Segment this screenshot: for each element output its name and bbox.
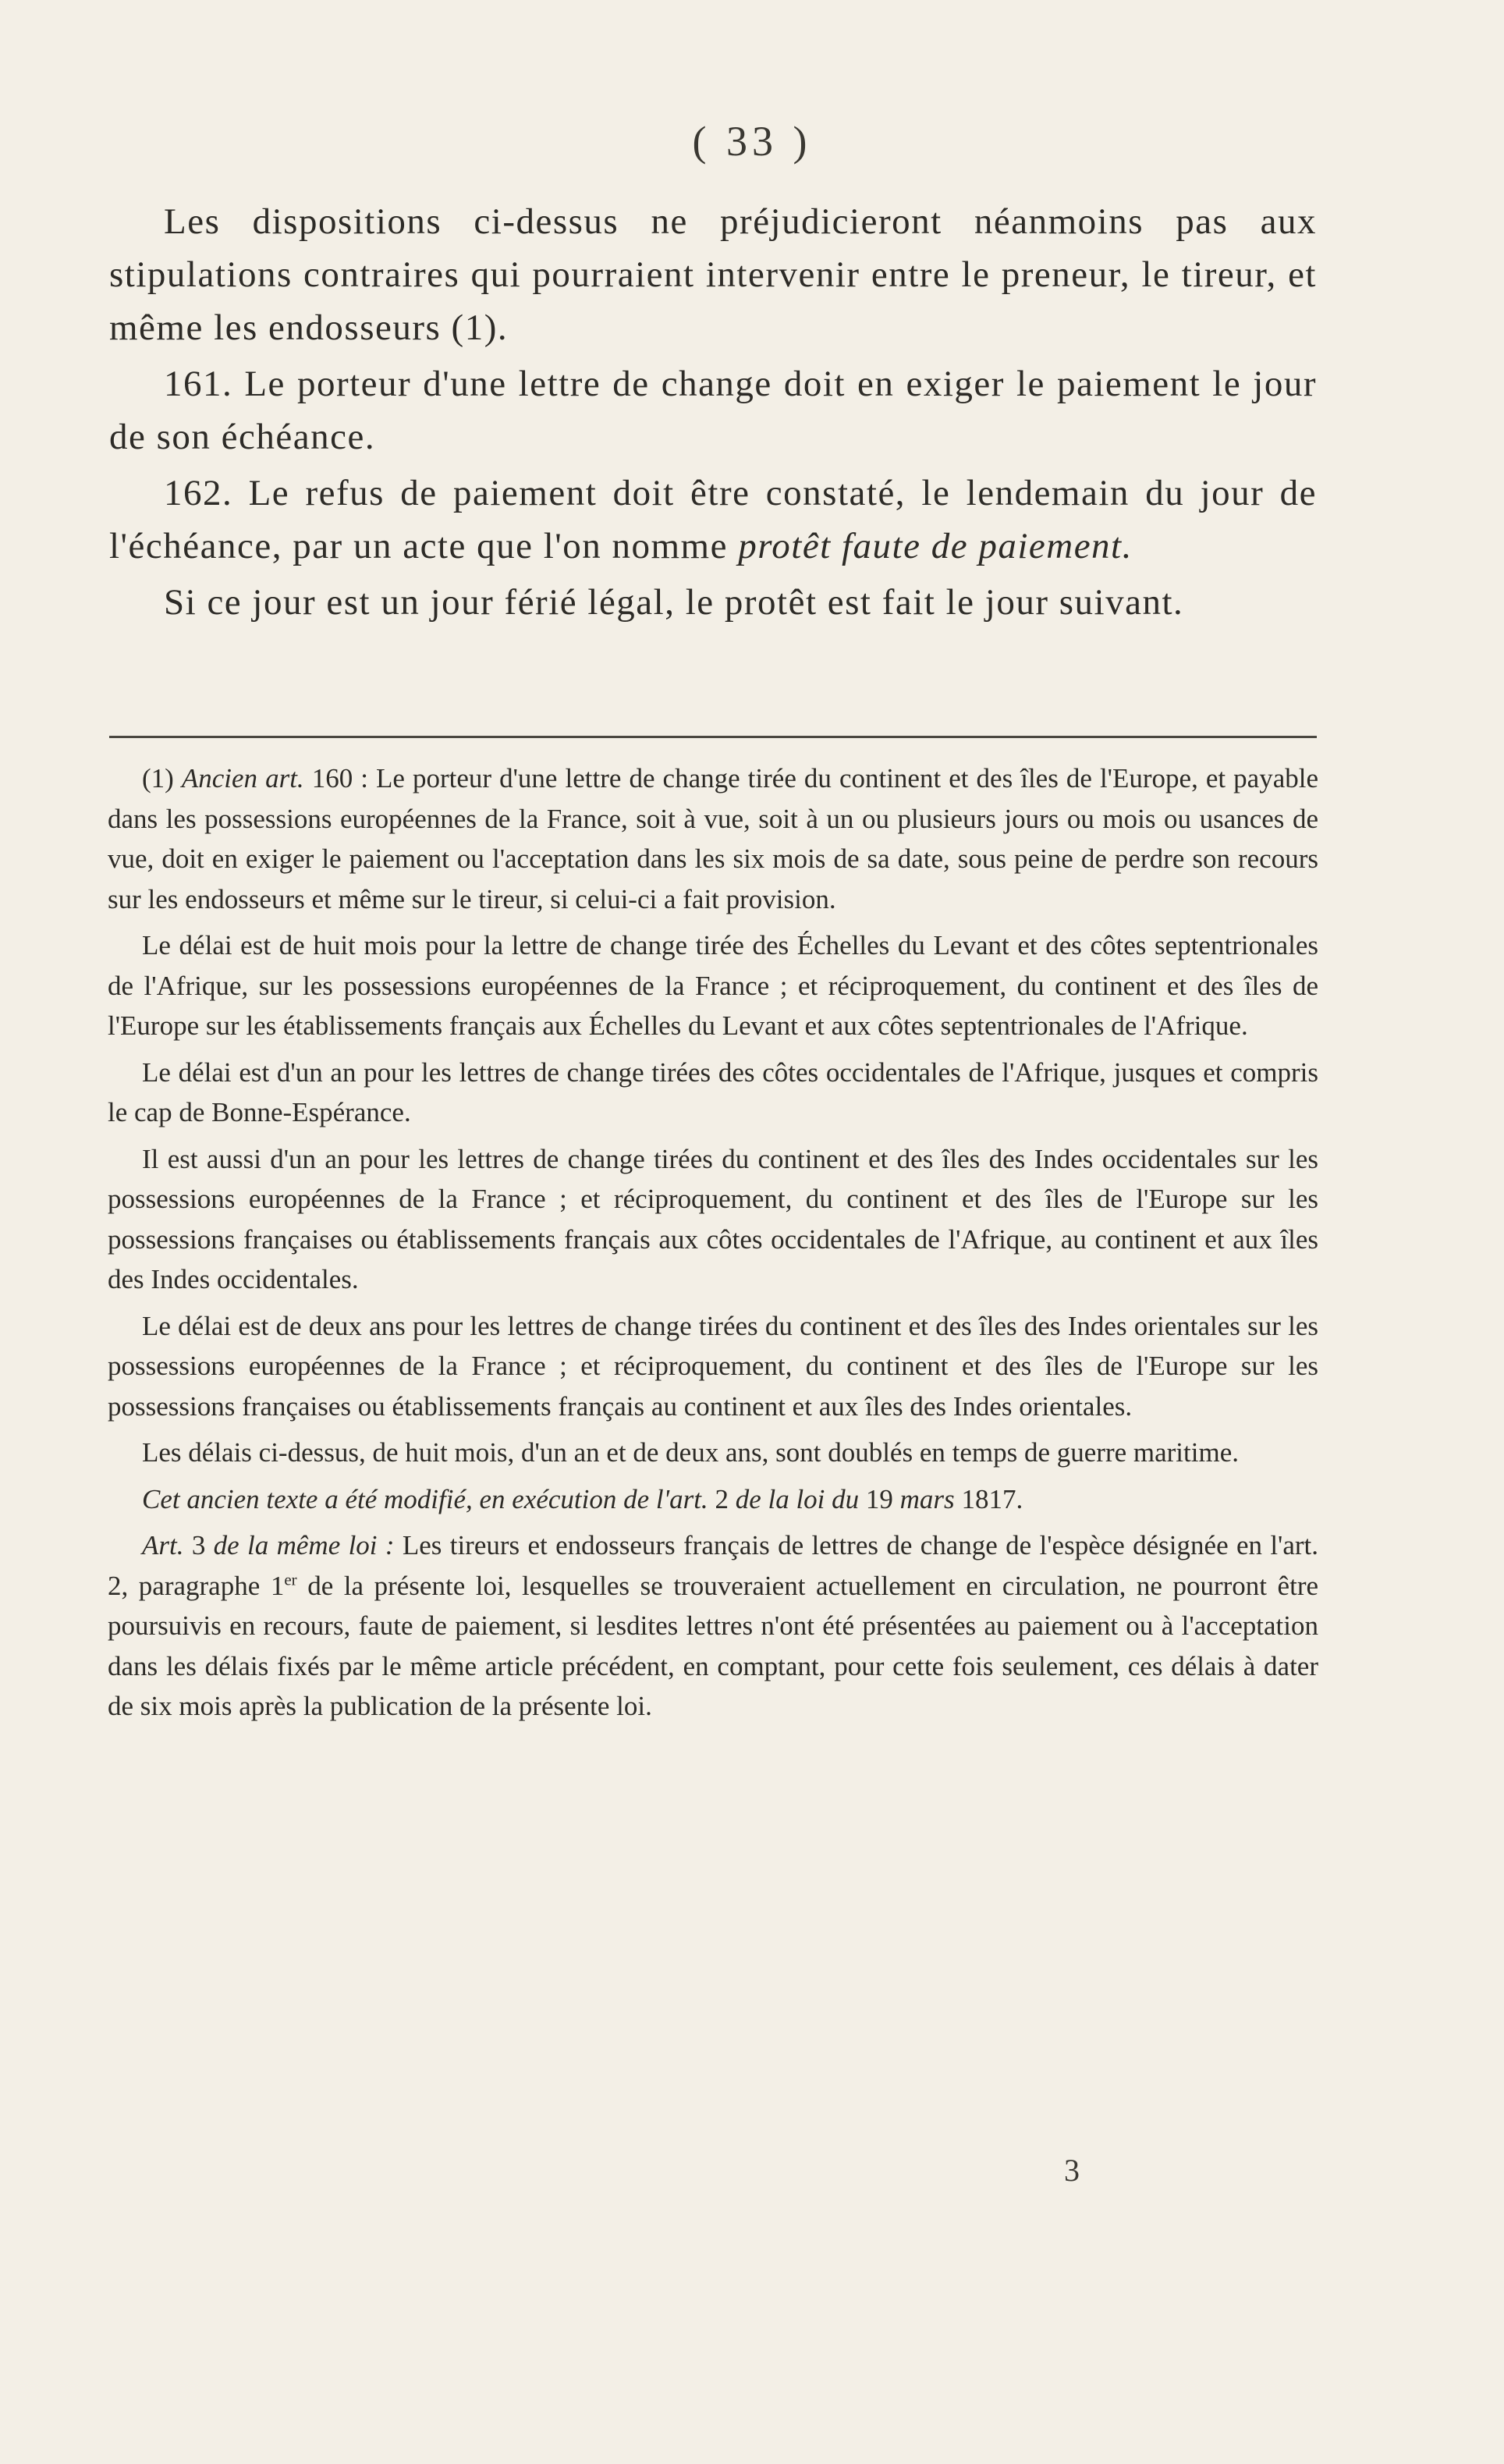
article-161: 161. Le porteur d'une lettre de change doit en exiger le paiement le jour de son échéance.	[109, 364, 1317, 457]
art3-text-a: Les tireurs et endosseurs français de lettres de change de l'espèce désignée en l'art. 2, paragraphe 1	[108, 1530, 1319, 1601]
main-text	[109, 195, 1317, 632]
footnote-1-ref: Ancien art.	[181, 763, 304, 794]
art3-text-b: de la présente loi, lesquelles se trouveraient actuellement en circulation, ne pourront être poursuivis en recours, faute de paiement, si lesdites lettres n'ont été présentées au paiement ou à l'acceptation dans les délais fixés par le même article précédent, en comptant, pour cette fois seulement, ces délais à dater de six mois après la publication de la présente loi.	[108, 1570, 1319, 1721]
footnotes	[108, 758, 1318, 1733]
footnote-para-deux-ans: Le délai est de deux ans pour les lettres de change tirées du continent et des îles des Indes orientales sur les possessions européennes de la France ; et réciproquement, du continent et des îles de l'Europe sur les possessions françaises ou établissements français au continent et aux îles des Indes orientales.	[108, 1310, 1318, 1422]
art3-italic-b: de la même loi :	[213, 1530, 395, 1560]
footnote-divider	[109, 736, 1317, 738]
article-162-text: 162. Le refus de paiement doit être constaté, le lendemain du jour de l'échéance, par un acte que l'on nomme	[109, 473, 1317, 566]
article-162	[109, 467, 1317, 573]
art3-num: 3	[183, 1530, 214, 1560]
modifie-year: 1817.	[954, 1483, 1023, 1514]
footnote-para-modifie	[108, 1479, 1318, 1520]
footnote-1	[108, 758, 1318, 919]
article-162-term: protêt faute de paiement.	[738, 526, 1133, 566]
art3-sup: er	[284, 1569, 297, 1589]
paragraph-jour-ferie: Si ce jour est un jour férié légal, le protêt est fait le jour suivant.	[164, 582, 1184, 623]
modifie-date: 19	[859, 1483, 900, 1514]
modifie-italic-a: Cet ancien texte a été modifié, en exécution de l'art.	[142, 1483, 708, 1514]
footnote-1-mark: (1)	[142, 763, 182, 794]
modifie-italic-b: de la loi du	[735, 1483, 860, 1514]
art3-italic-a: Art.	[142, 1530, 184, 1560]
modifie-italic-c: mars	[899, 1483, 955, 1514]
page-number: ( 33 )	[692, 118, 812, 165]
footnote-para-aussi-un-an: Il est aussi d'un an pour les lettres de change tirées du continent et des îles des Indes occidentales sur les possessions européennes de la France ; et réciproquement, du continent et des îles de l'Europe sur les possessions françaises ou établissements français aux côtes occidentales de l'Afrique, au continent et aux îles des Indes occidentales.	[108, 1143, 1318, 1294]
modifie-num: 2	[708, 1483, 736, 1514]
footnote-para-un-an: Le délai est d'un an pour les lettres de change tirées des côtes occidentales de l'Afrique, jusques et compris le cap de Bonne-Espérance.	[108, 1056, 1318, 1127]
footnote-para-guerre: Les délais ci-dessus, de huit mois, d'un an et de deux ans, sont doublés en temps de guerre maritime.	[142, 1437, 1239, 1468]
footnote-para-huit-mois: Le délai est de huit mois pour la lettre de change tirée des Échelles du Levant et des côtes septentrionales de l'Afrique, sur les possessions européennes de la France ; et réciproquement, du continent et des îles de l'Europe sur les établissements français aux Échelles du Levant et aux côtes septentrionales de l'Afrique.	[108, 930, 1318, 1041]
footnote-1-text: 160 : Le porteur d'une lettre de change tirée du continent et des îles de l'Europe, et payable dans les possessions européennes de la France, soit à vue, soit à un ou plusieurs jours ou mois ou usances de vue, doit en exiger le paiement ou l'acceptation dans les six mois de sa date, sous peine de perdre son recours sur les endosseurs et même sur le tireur, si celui-ci a fait provision.	[108, 763, 1318, 914]
paragraph-dispositions: Les dispositions ci-dessus ne préjudicieront néanmoins pas aux stipulations contraires qui pourraient intervenir entre le preneur, le tireur, et même les endosseurs (1).	[109, 201, 1317, 348]
signature-mark: 3	[1064, 2153, 1080, 2188]
footnote-para-art3	[108, 1525, 1318, 1727]
